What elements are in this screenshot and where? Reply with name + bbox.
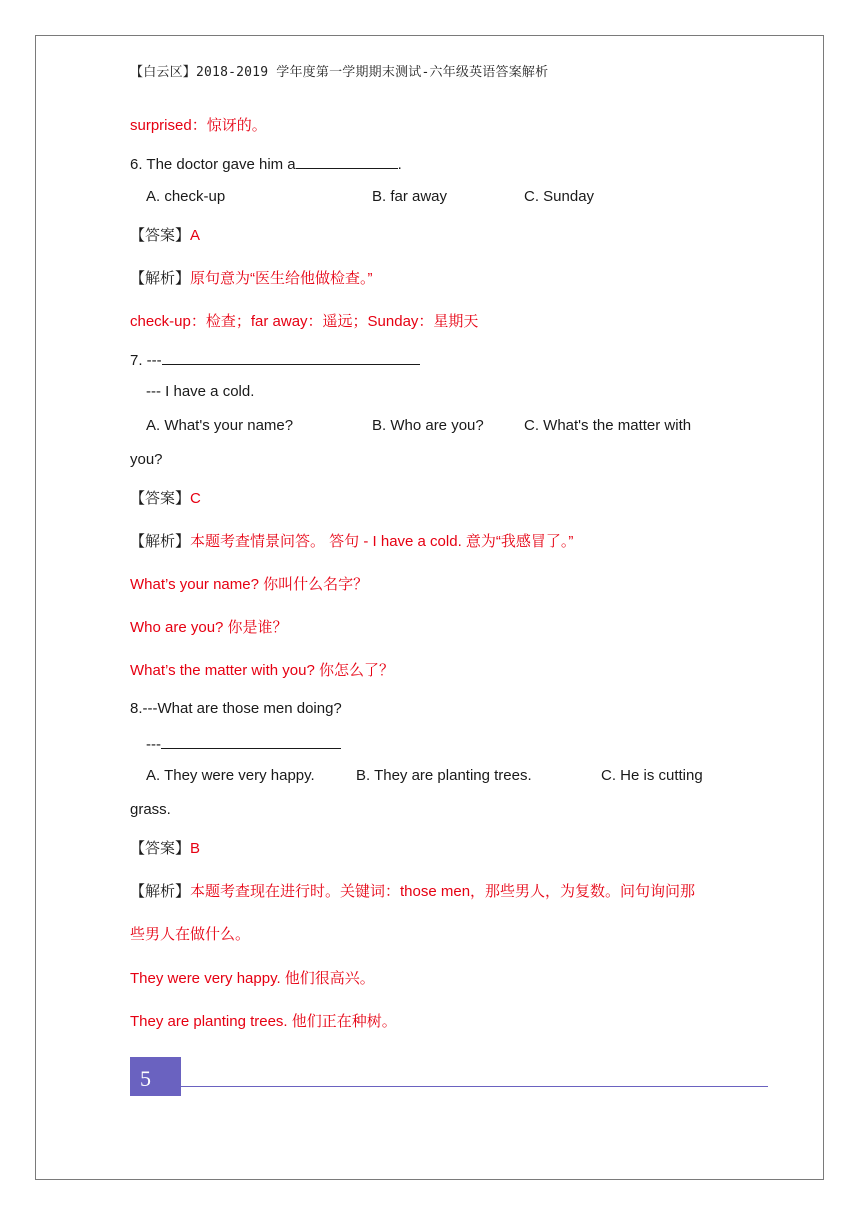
q6-vocab: check-up：检查；far away：遥远；Sunday：星期天: [130, 313, 479, 330]
answer-value: B: [190, 840, 201, 857]
question-7-stem: [130, 349, 420, 371]
q7-option-c-wrap: you?: [130, 451, 163, 468]
q7-note-2: Who are you? 你是谁？: [130, 619, 288, 636]
answer-label: 【答案】: [130, 840, 191, 857]
vocab-note-surprised: surprised：惊讶的。: [130, 117, 267, 134]
q6-option-a: A. check-up: [146, 188, 226, 205]
q6-option-c: C. Sunday: [524, 188, 595, 205]
q8-analysis-wrap: 些男人在做什么。: [130, 926, 251, 943]
analysis-label: 【解析】: [130, 533, 191, 550]
analysis-text: 原句意为“医生给他做检查。”: [190, 270, 373, 287]
q8-option-c: C. He is cutting: [601, 767, 703, 784]
analysis-text: 本题考查情景问答。 答句 - I have a cold. 意为“我感冒了。”: [190, 533, 574, 550]
question-8-stem: 8.---What are those men doing?: [130, 700, 342, 717]
q7-note-1: What’s your name? 你叫什么名字？: [130, 576, 369, 593]
q8-option-b: B. They are planting trees.: [356, 767, 532, 784]
answer-blank: [161, 733, 341, 749]
q6-answer: [130, 226, 200, 246]
answer-label: 【答案】: [130, 490, 191, 507]
q8-option-c-wrap: grass.: [130, 801, 171, 818]
q8-reply: [146, 733, 341, 755]
question-6-period: .: [397, 156, 402, 173]
q7-analysis: [130, 532, 573, 552]
answer-blank: [296, 153, 398, 169]
reply-dashes: ---: [146, 736, 161, 753]
q7-note-3: What’s the matter with you? 你怎么了？: [130, 662, 394, 679]
q7-option-c: C. What's the matter with: [524, 417, 692, 434]
analysis-label: 【解析】: [130, 270, 191, 287]
question-7-text: 7. ---: [130, 352, 162, 369]
q7-reply: --- I have a cold.: [146, 383, 255, 400]
q8-answer: [130, 839, 200, 859]
q7-option-a: A. What's your name?: [146, 417, 294, 434]
footer-rule: [181, 1086, 768, 1087]
question-6-stem: [130, 153, 402, 175]
q8-note-1: They were very happy. 他们很高兴。: [130, 970, 375, 987]
answer-value: C: [190, 490, 201, 507]
q7-answer: [130, 489, 201, 509]
q6-option-b: B. far away: [372, 188, 448, 205]
q8-analysis: [130, 882, 695, 902]
q8-note-2: They are planting trees. 他们正在种树。: [130, 1013, 397, 1030]
answer-blank: [162, 349, 420, 365]
answer-value: A: [190, 227, 201, 244]
analysis-label: 【解析】: [130, 883, 191, 900]
q7-option-b: B. Who are you?: [372, 417, 484, 434]
analysis-text: 本题考查现在进行时。关键词：those men，那些男人，为复数。问句询问那: [190, 883, 696, 900]
page-number-badge: 5: [130, 1057, 181, 1096]
answer-label: 【答案】: [130, 227, 191, 244]
q6-analysis: [130, 269, 373, 289]
page-header: 【白云区】2018-2019 学年度第一学期期末测试-六年级英语答案解析: [130, 65, 549, 80]
q8-option-a: A. They were very happy.: [146, 767, 315, 784]
question-6-text: 6. The doctor gave him a: [130, 156, 296, 173]
